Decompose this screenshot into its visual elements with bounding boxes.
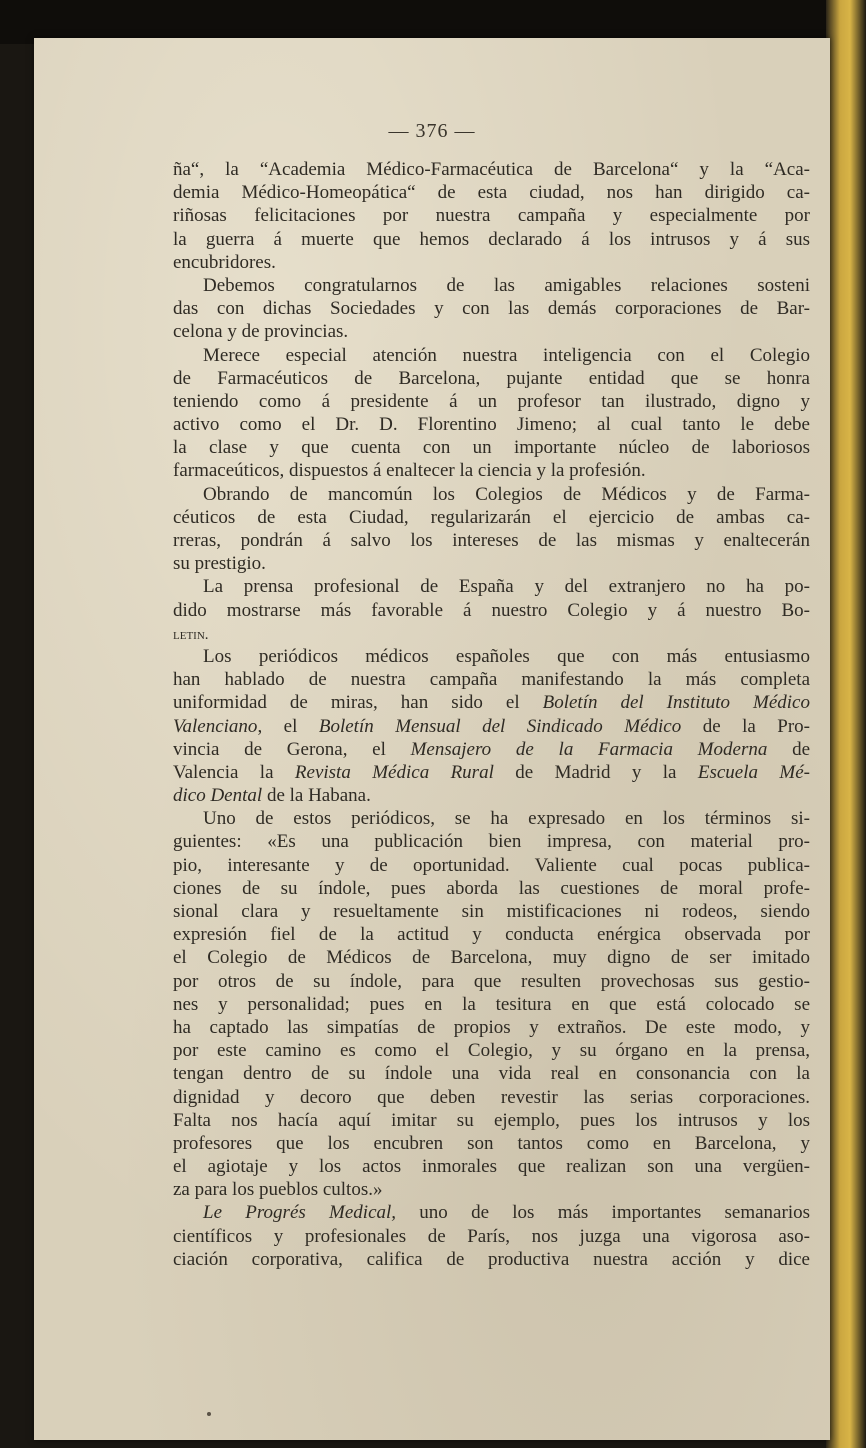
text-line: teniendo como á presidente á un profesor tan ilustrado, digno y [173,390,810,412]
text-line: encubridores. [173,251,276,273]
text-line: por otros de su índole, para que resulten provechosas sus gestio- [173,970,810,992]
text-line: ña“, la “Academia Médico-Farmacéutica de Barcelona“ y la “Aca- [173,159,810,180]
book-edge [826,0,866,1448]
journal-title: Mensajero de la Farmacia Moderna [410,738,768,760]
text-line: han hablado de nuestra campaña manifestando la más completa [173,669,810,691]
text-line: ha captado las simpatías de propios y extraños. De este modo, y [173,1016,810,1038]
text-line [173,738,810,761]
text-line: demia Médico-Homeopática“ de esta ciudad, nos han dirigido ca- [173,182,810,204]
text-line: la clase y que cuenta con un importante núcleo de laboriosos [173,437,810,459]
text-line: el Colegio de Médicos de Barcelona, muy digno de ser imitado [173,947,810,969]
text-line: das con dichas Sociedades y con las demás corporaciones de Bar- [173,298,810,320]
text-run: de la Habana. [262,785,371,807]
text-run: de la Pro- [681,715,810,737]
text-line: científicos y profesionales de París, nos juzga una vigorosa aso- [173,1225,810,1247]
text-line: profesores que los encubren son tantos como en Barcelona, y [173,1132,810,1154]
text-line: su prestigio. [173,553,266,575]
text-line: Debemos congratularnos de las amigables relaciones sosteni [203,274,810,296]
text-line: Los periódicos médicos españoles que con más entusiasmo [203,645,810,667]
text-run: uno de los más importantes semanarios [396,1202,810,1224]
text-run: uniformidad de miras, han sido el [173,692,543,714]
text-line: la guerra á muerte que hemos declarado á los intrusos y á sus [173,228,810,250]
text-line: ciones de su índole, pues aborda las cuestiones de moral profe- [173,877,810,899]
text-line: celona y de provincias. [173,321,349,343]
text-line [173,1201,810,1224]
text-line: el agiotaje y los actos inmorales que realizan son una vergüen- [173,1156,810,1178]
text-line [173,691,810,714]
text-line [173,761,810,784]
page-number: — 376 — [388,120,476,142]
text-run: de [767,738,810,760]
text-line: guientes: «Es una publicación bien impresa, con material pro- [173,831,810,853]
journal-title: Valenciano [173,715,258,737]
text-line: ciación corporativa, califica de productiva nuestra acción y dice [173,1248,810,1270]
book-page [34,38,830,1440]
text-line: sional clara y resueltamente sin mistificaciones ni rodeos, siendo [173,901,810,922]
journal-title: Boletín del Instituto Médico [542,692,810,714]
text-line [173,622,810,645]
text-run: de Madrid y la [493,761,698,783]
text-line: pio, interesante y de oportunidad. Valiente cual pocas publica- [173,854,810,876]
text-line: Falta nos hacía aquí imitar su ejemplo, pues los intrusos y los [173,1109,810,1131]
text-line: dignidad y decoro que deben revestir las serias corporaciones. [173,1086,810,1108]
text-run: Valencia la [173,761,295,783]
journal-title: Le Progrés Medical, [203,1202,397,1224]
text-line: rreras, pondrán á salvo los intereses de las mismas y enaltecerán [173,530,810,551]
text-line: tengan dentro de su índole una vida real en consonancia con la [173,1063,810,1085]
journal-title: Boletín Mensual del Sindicado Médico [318,715,682,737]
text-line: céuticos de esta Ciudad, regularizarán el ejercicio de ambas ca- [173,506,810,528]
text-run: vincia de Gerona, el [173,738,411,760]
text-line: Obrando de mancomún los Colegios de Médicos y de Farma- [203,483,810,505]
journal-name-smallcaps: letin. [173,626,209,643]
text-line: Uno de estos periódicos, se ha expresado en los términos si- [203,808,810,830]
text-line: dido mostrarse más favorable á nuestro Colegio y á nuestro Bo- [173,599,810,621]
text-run: , el [257,715,319,737]
page-speck [207,1412,211,1416]
text-line: Merece especial atención nuestra inteligencia con el Colegio [203,344,810,366]
text-line: La prensa profesional de España y del extranjero no ha po- [203,576,810,598]
text-line: farmaceúticos, dispuestos á enaltecer la ciencia y la profesión. [173,460,646,482]
text-line: za para los pueblos cultos.» [173,1179,383,1201]
body-text [173,158,810,1271]
journal-title: Revista Médica Rural [294,761,494,783]
text-line [173,715,810,738]
text-line: expresión fiel de la actitud y conducta enérgica observada por [173,924,810,946]
text-line [173,784,810,807]
journal-title: Escuela Mé- [697,761,810,783]
journal-title: dico Dental [173,785,263,807]
text-line: nes y personalidad; pues en la tesitura en que está colocado se [173,993,810,1015]
text-line: de Farmacéuticos de Barcelona, pujante entidad que se honra [173,367,810,389]
text-line: por este camino es como el Colegio, y su órgano en la prensa, [173,1040,810,1062]
text-line: riñosas felicitaciones por nuestra campaña y especialmente por [173,205,810,227]
text-line: activo como el Dr. D. Florentino Jimeno; al cual tanto le debe [173,414,810,436]
